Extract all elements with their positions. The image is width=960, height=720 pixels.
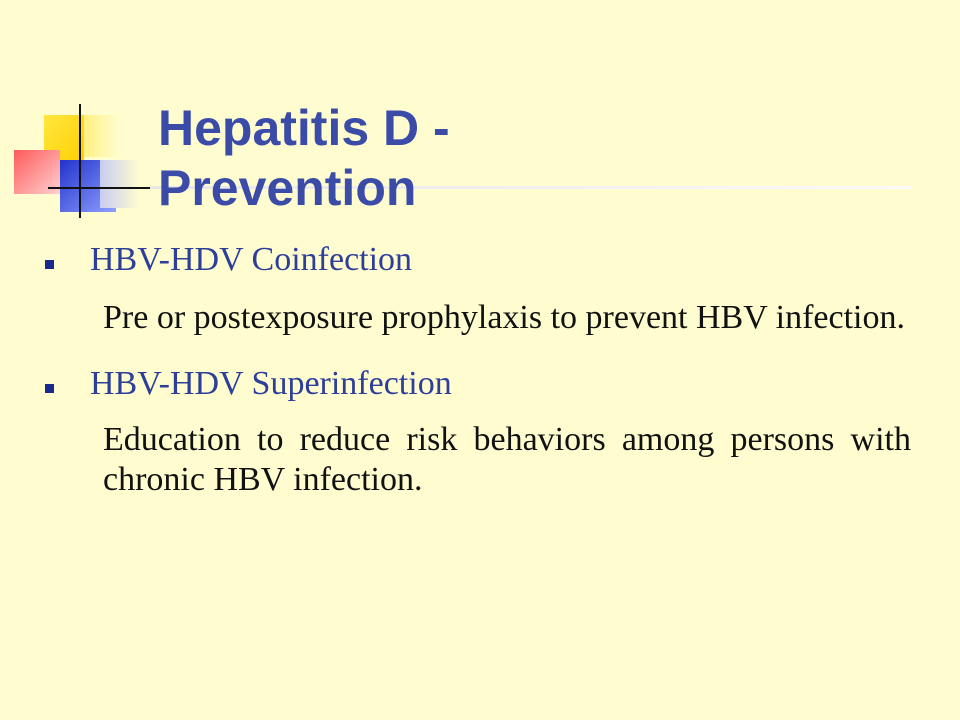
bullet-item-coinfection — [45, 236, 911, 284]
square-bullet-icon — [45, 260, 54, 269]
bullet-heading: HBV-HDV Coinfection — [90, 241, 413, 278]
slide-content — [45, 236, 911, 500]
slide-logo-icon — [0, 0, 160, 230]
bullet-text: Education to reduce risk behaviors among persons with chronic HBV infection. — [103, 421, 911, 498]
bullet-heading: HBV-HDV Superinfection — [90, 365, 452, 402]
square-bullet-icon — [45, 384, 54, 393]
bullet-item-superinfection — [45, 360, 911, 408]
bullet-text: Pre or postexposure prophylaxis to prevent HBV infection. — [103, 299, 906, 336]
slide-title: Hepatitis D - Prevention — [158, 100, 450, 216]
